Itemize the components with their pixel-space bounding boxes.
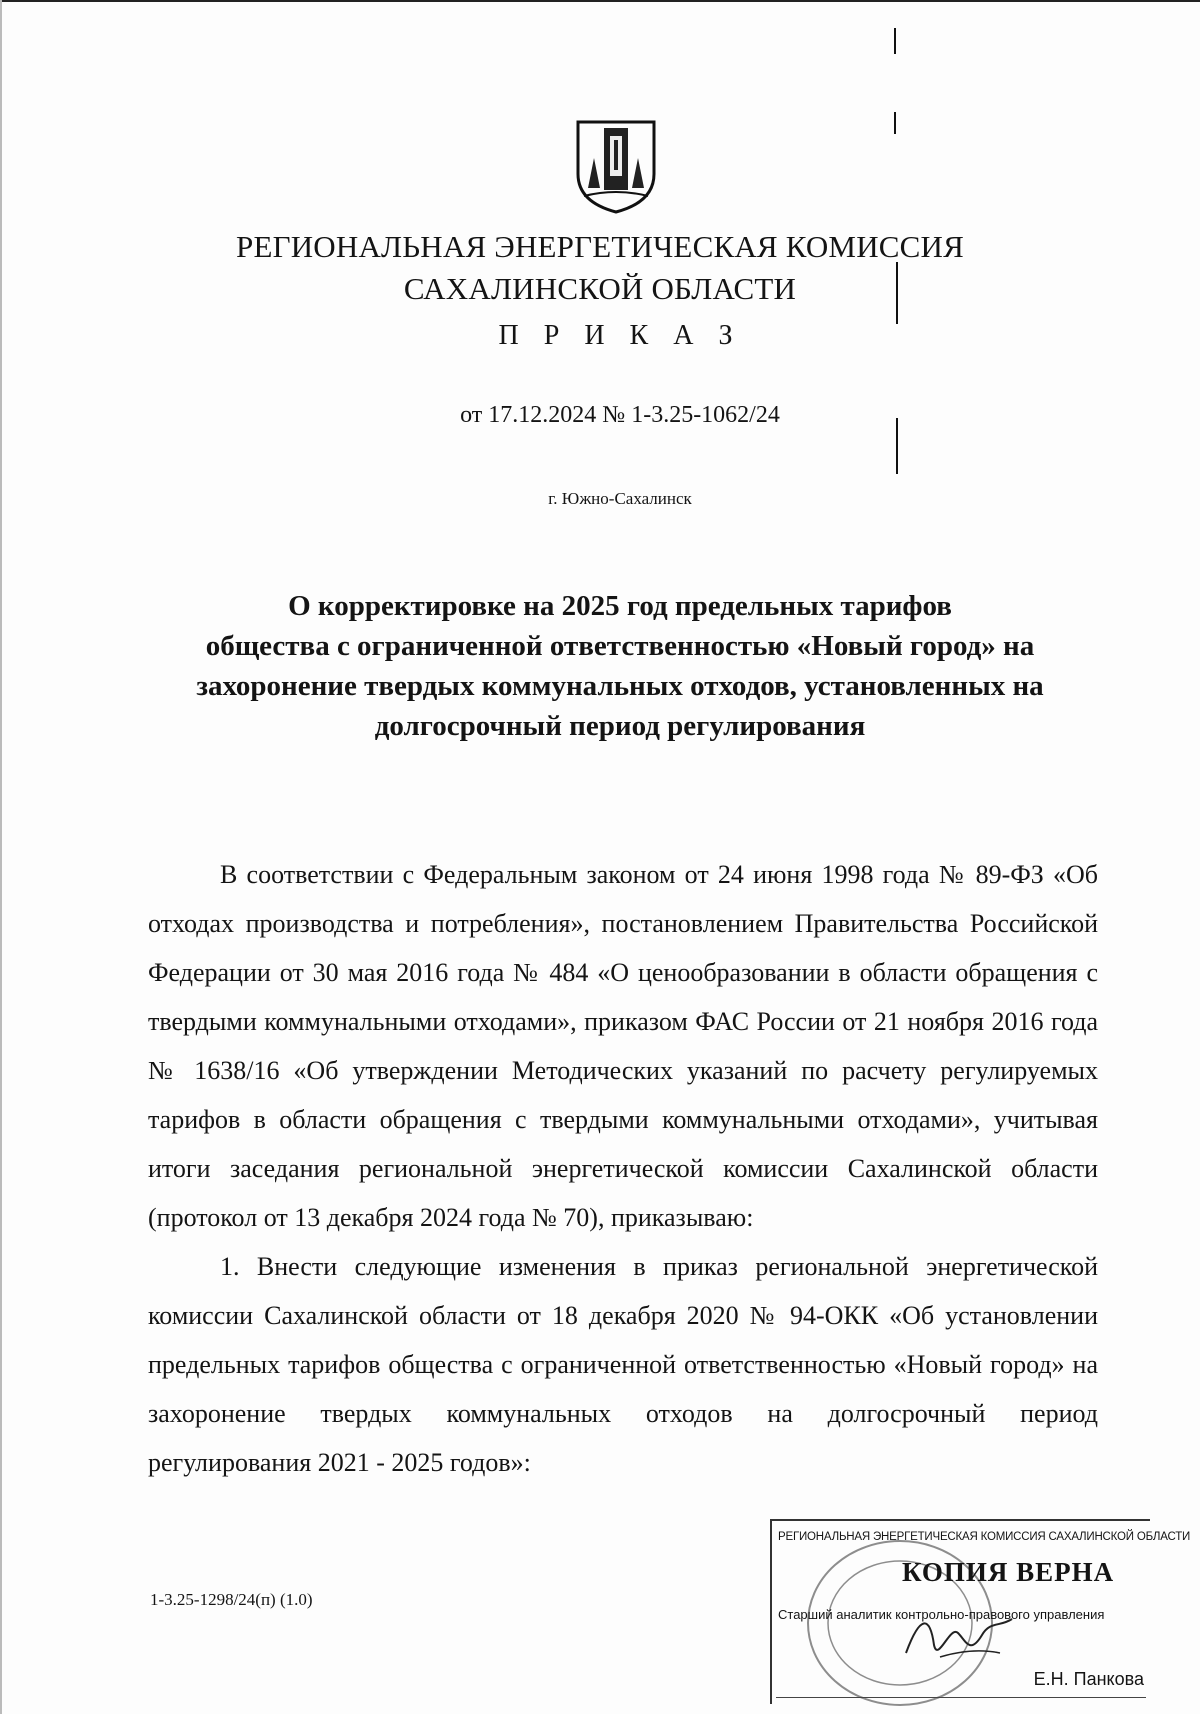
organization-title	[160, 226, 1040, 310]
order-date-number: от 17.12.2024 № 1-3.25-1062/24	[460, 402, 780, 428]
body-paragraph: В соответствии с Федеральным законом от 24 июня 1998 года № 89-ФЗ «Об отходах производства и потребления», постановлением Правительства Российской Федерации от 30 мая 2016 года № 484 «О ценообразовании в области обращения с твердыми коммунальными отходами», приказом ФАС России от 21 ноября 2016 года № 1638/16 «Об утверждении Методических указаний по расчету регулируемых тарифов в области обращения с твердыми коммунальными отходами», учитывая итоги заседания региональной энергетической комиссии Сахалинской области (протокол от 13 декабря 2024 года № 70), приказываю:	[148, 860, 1098, 1232]
stamp-position: Старший аналитик контрольно-правового управления	[778, 1607, 1105, 1622]
stamp-certified-copy: КОПИЯ ВЕРНА	[902, 1557, 1115, 1587]
coat-of-arms-icon	[574, 118, 658, 214]
organization-title-line1: РЕГИОНАЛЬНАЯ ЭНЕРГЕТИЧЕСКАЯ КОМИССИЯ	[236, 229, 964, 264]
stamp-top-rule	[772, 1519, 1150, 1521]
stamp-organization: РЕГИОНАЛЬНАЯ ЭНЕРГЕТИЧЕСКАЯ КОМИССИЯ САХАЛИНСКОЙ ОБЛАСТИ	[778, 1531, 1191, 1543]
heading-line2: общества с ограниченной ответственностью «Новый город» на	[205, 630, 1035, 662]
heading-line3: захоронение твердых коммунальных отходов, установленных на	[196, 670, 1044, 702]
scan-artifact-tick	[894, 28, 896, 54]
city-name: г. Южно-Сахалинск	[548, 489, 692, 508]
stamp-signer-name: Е.Н. Панкова	[1033, 1669, 1144, 1689]
heading-line1: О корректировке на 2025 год предельных тарифов	[288, 590, 952, 622]
scan-border-left	[0, 0, 2, 1714]
stamp-signature-rule	[776, 1697, 1146, 1698]
body-paragraph: 1. Внести следующие изменения в приказ региональной энергетической комиссии Сахалинской области от 18 декабря 2020 № 94-ОКК «Об установлении предельных тарифов общества с ограниченной ответственностью «Новый город» на захоронение твердых коммунальных отходов на долгосрочный период регулирования 2021 - 2025 годов»:	[148, 1252, 1098, 1477]
document-body	[148, 850, 1098, 1487]
scan-border-top	[0, 0, 1200, 2]
document-heading	[140, 586, 1100, 746]
heading-line4: долгосрочный период регулирования	[374, 710, 866, 742]
organization-title-line2: САХАЛИНСКОЙ ОБЛАСТИ	[403, 271, 797, 306]
scan-artifact-tick	[894, 112, 896, 134]
handwritten-signature-icon	[900, 1605, 1020, 1665]
document-type: П Р И К А З	[498, 320, 742, 351]
document-code: 1-3.25-1298/24(п) (1.0)	[150, 1590, 313, 1609]
